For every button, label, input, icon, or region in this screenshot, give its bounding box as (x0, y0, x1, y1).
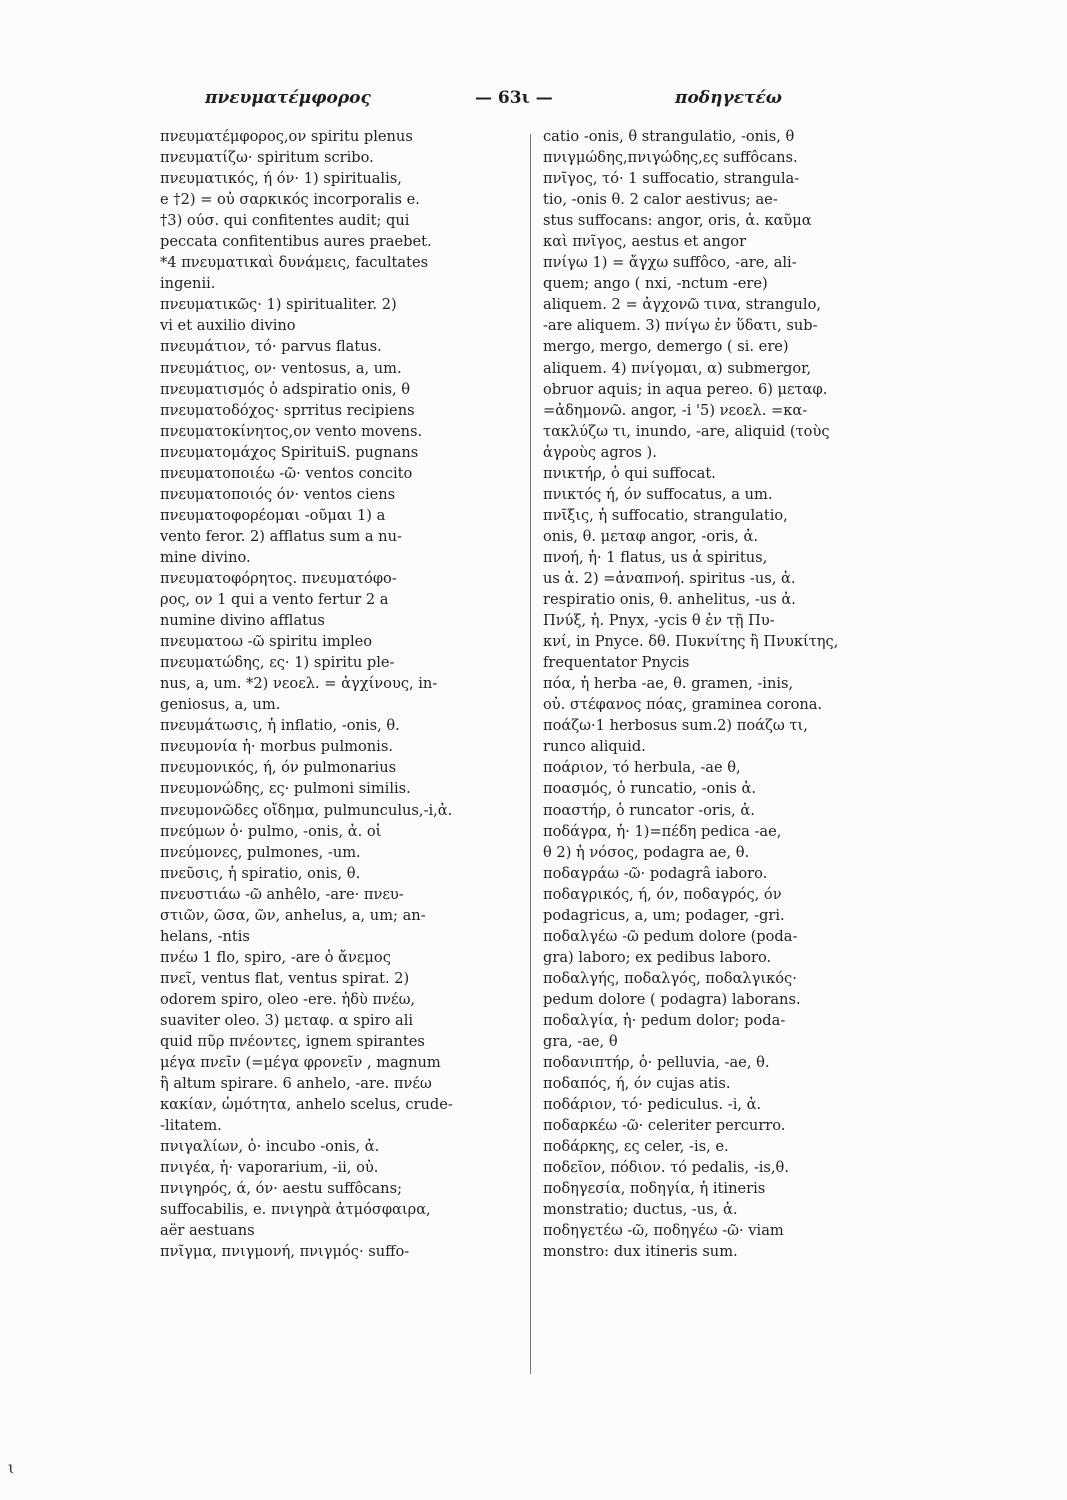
entry-line: ποδαπός, ή, όν cujas atis. (543, 1075, 731, 1093)
entry-line: catio -onis, θ strangulatio, -onis, θ (543, 128, 795, 145)
entry-line: podagricus, a, um; podager, -gri. (543, 906, 785, 924)
entry-line: respiratio onis, θ. anhelitus, -us ἀ. (543, 591, 796, 609)
right-column (543, 126, 923, 1263)
entry-line: †3) ούσ. qui confitentes audit; qui (160, 212, 410, 230)
entry-line: stus suffocans: angor, oris, ἀ. καῦμα (543, 212, 812, 230)
entry-line: vento feror. 2) afflatus sum a nu- (160, 527, 402, 545)
entry-line: πνεύμων ὁ· pulmo, -onis, ἀ. οἱ (160, 822, 382, 840)
entry-line: helans, -ntis (160, 927, 250, 945)
entry-line: frequentator Pnycis (543, 654, 690, 672)
entry-line: ποδάρκης, ες celer, -is, e. (543, 1138, 729, 1156)
entry-line: στιῶν, ῶσα, ῶν, anhelus, a, um; an- (160, 906, 426, 924)
entry-line: ποάριον, τό herbula, -ae θ, (543, 759, 741, 777)
entry-line: gra, -ae, θ (543, 1033, 618, 1051)
entry-line: e †2) = οὐ σαρκικός incorporalis e. (160, 191, 420, 209)
entry-line: πνευματίζω· spiritum scribo. (160, 149, 374, 167)
entry-line: odorem spiro, oleo -ere. ἡδὺ πνέω, (160, 990, 416, 1008)
entry-line: obruor aquis; in aqua pereo. 6) μεταφ. (543, 380, 828, 398)
page-number: — 63ι — (475, 88, 553, 108)
entry-line: monstratio; ductus, -us, ἀ. (543, 1201, 738, 1219)
entry-line: πνεῖ, ventus flat, ventus spirat. 2) (160, 969, 410, 987)
entry-line: πνευματικῶς· 1) spiritualiter. 2) (160, 296, 397, 314)
entry-line: πνευματικός, ή όν· 1) spiritualis, (160, 170, 402, 188)
entry-line: suaviter oleo. 3) μεταφ. α spiro ali (160, 1011, 414, 1029)
entry-line: πνευματώδης, ες· 1) spiritu ple- (160, 654, 395, 672)
column-divider (530, 134, 531, 1374)
entry-line: mine divino. (160, 548, 251, 566)
entry-line: quem; ango ( nxi, -nctum -ere) (543, 275, 768, 293)
entry-line: nus, a, um. *2) νεοελ. = ἀγχίνους, in- (160, 675, 438, 693)
entry-line: πνευματομάχος SpirituiS. pugnans (160, 443, 419, 461)
left-column (160, 126, 522, 1263)
entry-line: πνευματοφόρητος. πνευματόφο- (160, 569, 397, 587)
entry-line: gra) laboro; ex pedibus laboro. (543, 948, 772, 966)
entry-line: πνευμάτιον, τό· parvus flatus. (160, 338, 382, 356)
entry-line: οὐ. στέφανος πόας, graminea corona. (543, 696, 823, 714)
entry-line: pedum dolore ( podagra) laborans. (543, 990, 801, 1008)
entry-line: πνευματέμφορος,ον spiritu plenus (160, 128, 413, 145)
entry-line: ποδηγεσία, ποδηγία, ἡ itineris (543, 1180, 766, 1198)
entry-line: κνί, in Pnyce. δθ. Πυκνίτης ἢ Πνυκίτης, (543, 633, 839, 651)
entry-line: πνοή, ἡ· 1 flatus, us ἀ spiritus, (543, 548, 768, 566)
entry-line: ποδάριον, τό· pediculus. -i, ἀ. (543, 1096, 762, 1114)
entry-line: mergo, mergo, demergo ( si. ere) (543, 338, 789, 356)
entry-line: πνευματισμός ὁ adspiratio onis, θ (160, 380, 411, 398)
entry-line: onis, θ. μεταφ angor, -oris, ἀ. (543, 527, 759, 545)
entry-line: πνιγηρός, ά, όν· aestu suffôcans; (160, 1180, 402, 1198)
entry-line: πνεῦσις, ἡ spiratio, onis, θ. (160, 864, 361, 882)
entry-line: καὶ πνῖγος, aestus et angor (543, 233, 747, 251)
entry-line: πνιγέα, ἡ· vaporarium, -ii, οὐ. (160, 1159, 379, 1177)
entry-line: monstro: dux itineris sum. (543, 1243, 738, 1261)
entry-line: πνευματοποιός όν· ventos ciens (160, 485, 396, 503)
entry-line: πνικτός ή, όν suffocatus, a um. (543, 485, 773, 503)
entry-line: vi et auxilio divino (160, 317, 296, 335)
entry-line: κακίαν, ὠμότητα, anhelo scelus, crude- (160, 1096, 453, 1114)
entry-line: ποδηγετέω -ῶ, ποδηγέω -ῶ· viam (543, 1222, 784, 1240)
entry-line: θ 2) ἡ νόσος, podagra ae, θ. (543, 843, 750, 861)
entry-line: πνευμάτωσις, ἡ inflatio, -onis, θ. (160, 717, 400, 735)
entry-line: tio, -onis θ. 2 calor aestivus; ae- (543, 191, 778, 209)
entry-line: ἢ altum spirare. 6 anhelo, -are. πνέω (160, 1075, 432, 1093)
entry-line: πνῖγος, τό· 1 suffocatio, strangula- (543, 170, 800, 188)
entry-line: aliquem. 2 = ἀγχονῶ τινα, strangulo, (543, 296, 822, 314)
entry-line: πνευματοδόχος· sprritus recipiens (160, 401, 415, 419)
entry-line: ποδανιπτήρ, ὁ· pelluvia, -ae, θ. (543, 1054, 770, 1072)
entry-line: πνευματοκίνητος,ον vento movens. (160, 422, 423, 440)
entry-line: -litatem. (160, 1117, 222, 1135)
entry-line: ποδαλγία, ἡ· pedum dolor; poda- (543, 1011, 786, 1029)
entry-line: ποάζω·1 herbosus sum.2) ποάζω τι, (543, 717, 808, 735)
entry-line: πόα, ἡ herba -ae, θ. gramen, -inis, (543, 675, 794, 693)
entry-line: ingenii. (160, 275, 216, 293)
entry-line: ποασμός, ὁ runcatio, -onis ἀ. (543, 780, 756, 798)
entry-line: -are aliquem. 3) πνίγω ἐν ὕδατι, sub- (543, 317, 818, 335)
entry-line: aliquem. 4) πνίγομαι, α) submergor, (543, 359, 812, 377)
entry-line: *4 πνευματικαὶ δυνάμεις, facultates (160, 254, 429, 272)
entry-line: πνικτήρ, ὁ qui suffocat. (543, 464, 716, 482)
margin-mark: ɩ (8, 1458, 15, 1477)
entry-line: ποδάγρα, ἡ· 1)=πέδη pedica -ae, (543, 822, 782, 840)
entry-line: πνιγαλίων, ὁ· incubo -onis, ἀ. (160, 1138, 380, 1156)
entry-line: aër aestuans (160, 1222, 255, 1240)
entry-line: πνευμονία ἡ· morbus pulmonis. (160, 738, 393, 756)
entry-line: πνευματοποιέω -ῶ· ventos concito (160, 464, 413, 482)
left-headword: πνευματέμφορος (205, 88, 371, 108)
entry-line: runco aliquid. (543, 738, 646, 756)
entry-line: τακλύζω τι, inundo, -are, aliquid (τοὺς (543, 422, 830, 440)
entry-line: suffocabilis, e. πνιγηρὰ ἀτμόσφαιρα, (160, 1201, 431, 1219)
entry-line: ρος, ον 1 qui a vento fertur 2 a (160, 591, 389, 609)
entry-line: ποαστήρ, ὁ runcator -oris, ἀ. (543, 801, 755, 819)
entry-line: πνευματοω -ῶ spiritu impleo (160, 633, 373, 651)
entry-line: πνευμονῶδες οἴδημα, pulmunculus,-i,ἀ. (160, 801, 453, 819)
entry-line: πνίγω 1) = ἄγχω suffôco, -are, ali- (543, 254, 797, 272)
entry-line: ποδαρκέω -ῶ· celeriter percurro. (543, 1117, 786, 1135)
entry-line: πνευμάτιος, ον· ventosus, a, um. (160, 359, 402, 377)
entry-line: πνευμονώδης, ες· pulmoni similis. (160, 780, 411, 798)
entry-line: Πνύξ, ἡ. Pnyx, -ycis θ ἐν τῇ Πυ- (543, 612, 775, 630)
entry-line: πνῖξις, ἡ suffocatio, strangulatio, (543, 506, 788, 524)
entry-line: πνιγμώδης,πνιγώδης,ες suffôcans. (543, 149, 798, 167)
entry-line: quid πῦρ πνέοντες, ignem spirantes (160, 1033, 425, 1051)
entry-line: ἀγροὺς agros ). (543, 443, 657, 461)
entry-line: peccata confitentibus aures praebet. (160, 233, 432, 251)
entry-line: ποδαλγέω -ῶ pedum dolore (poda- (543, 927, 798, 945)
entry-line: geniosus, a, um. (160, 696, 281, 714)
entry-line: ποδεῖον, πόδιον. τό pedalis, -is,θ. (543, 1159, 789, 1177)
entry-line: numine divino afflatus (160, 612, 325, 630)
entry-line: =ἀδημονῶ. angor, -i '5) νεοελ. =κα- (543, 401, 808, 419)
entry-line: μέγα πνεῖν (=μέγα φρονεῖν , magnum (160, 1054, 441, 1072)
entry-line: ποδαλγής, ποδαλγός, ποδαλγικός· (543, 969, 797, 987)
entry-line: πνέω 1 flo, spiro, -are ὁ ἄνεμος (160, 948, 391, 966)
entry-line: πνευστιάω -ῶ anhêlo, -are· πνευ- (160, 885, 404, 903)
entry-line: πνευμονικός, ή, όν pulmonarius (160, 759, 397, 777)
running-head (160, 88, 940, 118)
entry-line: πνευματοφορέομαι -οῦμαι 1) a (160, 506, 386, 524)
entry-line: ποδαγράω -ῶ· podagrâ iaboro. (543, 864, 768, 882)
entry-line: πνῖγμα, πνιγμονή, πνιγμός· suffo- (160, 1243, 410, 1261)
right-headword: ποδηγετέω (675, 88, 782, 108)
entry-line: us ἀ. 2) =ἀναπνοή. spiritus -us, ἀ. (543, 569, 796, 587)
entry-line: πνεύμονες, pulmones, -um. (160, 843, 361, 861)
entry-line: ποδαγρικός, ή, όν, ποδαγρός, όν (543, 885, 782, 903)
